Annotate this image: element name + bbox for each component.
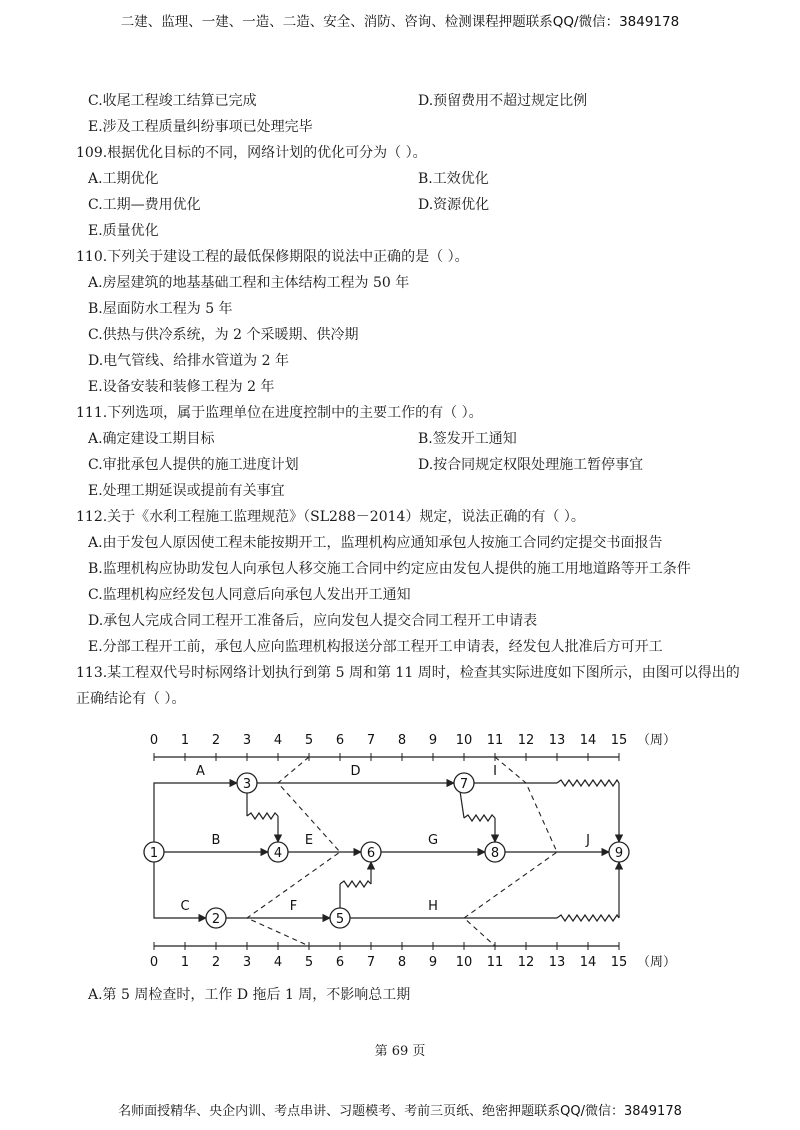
axis-tick-label-1: 1 <box>180 733 190 748</box>
q110-option-a: A.房屋建筑的地基基础工程和主体结构工程为 50 年 <box>88 275 410 291</box>
axis-tick-label-8: 8 <box>397 955 407 970</box>
bottom-time-axis <box>150 942 676 970</box>
q111-option-a: A.确定建设工期目标 <box>88 431 215 447</box>
q109-option-a: A.工期优化 <box>88 171 159 187</box>
dummy-5-6-float <box>340 881 371 887</box>
axis-tick-label-3: 3 <box>242 955 252 970</box>
q113-stem-line2: 正确结论有（ ）。 <box>76 691 186 707</box>
dummy-7-8-a <box>460 791 464 818</box>
q109-option-c: C.工期—费用优化 <box>88 197 201 213</box>
axis-tick-label-7: 7 <box>366 955 376 970</box>
q110-option-e: E.设备安装和装修工程为 2 年 <box>88 379 275 395</box>
q112-option-d: D.承包人完成合同工程开工准备后，应向发包人提交合同工程开工申请表 <box>88 613 538 629</box>
node-label-8: 8 <box>490 846 500 861</box>
q112-option-e: E.分部工程开工前，承包人应向监理机构报送分部工程开工申请表，经发包人批准后方可开工 <box>88 639 663 655</box>
activity-label-A: A <box>196 764 205 779</box>
axis-tick-label-6: 6 <box>335 955 345 970</box>
axis-tick-label-4: 4 <box>273 733 283 748</box>
axis-tick-label-11: 11 <box>486 733 504 748</box>
axis-tick-label-15: 15 <box>610 733 628 748</box>
axis-tick-label-3: 3 <box>242 733 252 748</box>
axis-tick-label-7: 7 <box>366 733 376 748</box>
q109-stem: 109.根据优化目标的不同，网络计划的优化可分为（ ）。 <box>76 145 427 161</box>
axis-unit-label: （周） <box>637 955 677 970</box>
q110-option-b: B.屋面防水工程为 5 年 <box>88 301 233 317</box>
axis-tick-label-0: 0 <box>149 955 159 970</box>
q110-option-c: C.供热与供冷系统，为 2 个采暖期、供冷期 <box>88 327 359 343</box>
axis-tick-label-14: 14 <box>579 733 597 748</box>
page-number: 第 69 页 <box>374 1044 426 1059</box>
page-header: 二建、监理、一建、一造、二造、安全、消防、咨询、检测课程押题联系QQ/微信：3849178 <box>120 14 680 30</box>
q109-option-b: B.工效优化 <box>418 171 489 187</box>
q112-option-a: A.由于发包人原因使工程未能按期开工，监理机构应通知承包人按施工合同约定提交书面报告 <box>88 535 663 551</box>
axis-tick-label-5: 5 <box>304 733 314 748</box>
activity-label-B: B <box>211 833 221 848</box>
node-label-7: 7 <box>459 777 469 792</box>
node-label-2: 2 <box>211 912 221 927</box>
node-label-3: 3 <box>242 777 252 792</box>
q109-option-e: E.质量优化 <box>88 223 159 239</box>
activity-label-G: G <box>427 833 439 848</box>
q113-stem-line1: 113.某工程双代号时标网络计划执行到第 5 周和第 11 周时，检查其实际进度如下图所示，由图可以得出的 <box>76 665 740 681</box>
q111-option-b: B.签发开工通知 <box>418 431 517 447</box>
q113-option-a: A.第 5 周检查时，工作 D 拖后 1 周，不影响总工期 <box>88 987 411 1003</box>
activity-label-E: E <box>304 833 314 848</box>
q111-option-e: E.处理工期延误或提前有关事宜 <box>88 483 285 499</box>
q108-option-d: D.预留费用不超过规定比例 <box>418 93 588 109</box>
activity-label-J: J <box>586 833 590 848</box>
activity-label-F: F <box>289 899 298 914</box>
q110-stem: 110.下列关于建设工程的最低保修期限的说法中正确的是（ ）。 <box>76 249 469 265</box>
axis-tick-label-5: 5 <box>304 955 314 970</box>
top-time-axis <box>150 733 676 761</box>
node-label-1: 1 <box>149 846 159 861</box>
axis-tick-label-10: 10 <box>455 733 473 748</box>
axis-tick-label-2: 2 <box>211 733 221 748</box>
q111-stem: 111.下列选项，属于监理单位在进度控制中的主要工作的有（ ）。 <box>76 405 483 421</box>
q108-option-c: C.收尾工程竣工结算已完成 <box>88 93 257 109</box>
node-label-9: 9 <box>614 846 624 861</box>
q108-option-e: E.涉及工程质量纠纷事项已处理完毕 <box>88 119 313 135</box>
activity-label-C: C <box>180 899 190 914</box>
q111-option-d: D.按合同规定权限处理施工暂停事宜 <box>418 457 644 473</box>
activity-A <box>154 783 237 842</box>
axis-tick-label-14: 14 <box>579 955 597 970</box>
axis-tick-label-2: 2 <box>211 955 221 970</box>
dummy-7-8-float <box>464 815 495 821</box>
axis-tick-label-12: 12 <box>517 955 535 970</box>
node-label-5: 5 <box>335 912 345 927</box>
axis-tick-label-15: 15 <box>610 955 628 970</box>
axis-tick-label-12: 12 <box>517 733 535 748</box>
axis-tick-label-0: 0 <box>149 733 159 748</box>
axis-tick-label-10: 10 <box>455 955 473 970</box>
axis-tick-label-13: 13 <box>548 955 566 970</box>
axis-tick-label-9: 9 <box>428 955 438 970</box>
node-label-4: 4 <box>273 846 283 861</box>
axis-tick-label-9: 9 <box>428 733 438 748</box>
dummy-3-4-float <box>247 813 278 819</box>
axis-tick-label-13: 13 <box>548 733 566 748</box>
q112-option-b: B.监理机构应协助发包人向承包人移交施工合同中约定应由发包人提供的施工用地道路等开工条件 <box>88 561 691 577</box>
q110-option-d: D.电气管线、给排水管道为 2 年 <box>88 353 289 369</box>
activity-I-float <box>557 780 619 786</box>
node-label-6: 6 <box>366 846 376 861</box>
activity-label-D: D <box>350 764 361 779</box>
q112-stem: 112.关于《水利工程施工监理规范》（SL288－2014）规定，说法正确的有（ ）。 <box>76 509 585 525</box>
network-diagram <box>0 720 800 980</box>
q112-option-c: C.监理机构应经发包人同意后向承包人发出开工通知 <box>88 587 411 603</box>
activity-label-H: H <box>428 899 438 914</box>
axis-tick-label-4: 4 <box>273 955 283 970</box>
axis-tick-label-11: 11 <box>486 955 504 970</box>
activity-H-float <box>557 915 619 921</box>
q109-option-d: D.资源优化 <box>418 197 490 213</box>
axis-tick-label-1: 1 <box>180 955 190 970</box>
axis-tick-label-8: 8 <box>397 733 407 748</box>
axis-tick-label-6: 6 <box>335 733 345 748</box>
axis-unit-label: （周） <box>637 733 677 748</box>
network-links <box>154 780 619 921</box>
network-nodes <box>144 773 629 928</box>
q111-option-c: C.审批承包人提供的施工进度计划 <box>88 457 299 473</box>
activity-label-I: I <box>493 764 497 779</box>
page-footer: 名师面授精华、央企内训、考点串讲、习题模考、考前三页纸、绝密押题联系QQ/微信：3849178 <box>118 1104 682 1119</box>
